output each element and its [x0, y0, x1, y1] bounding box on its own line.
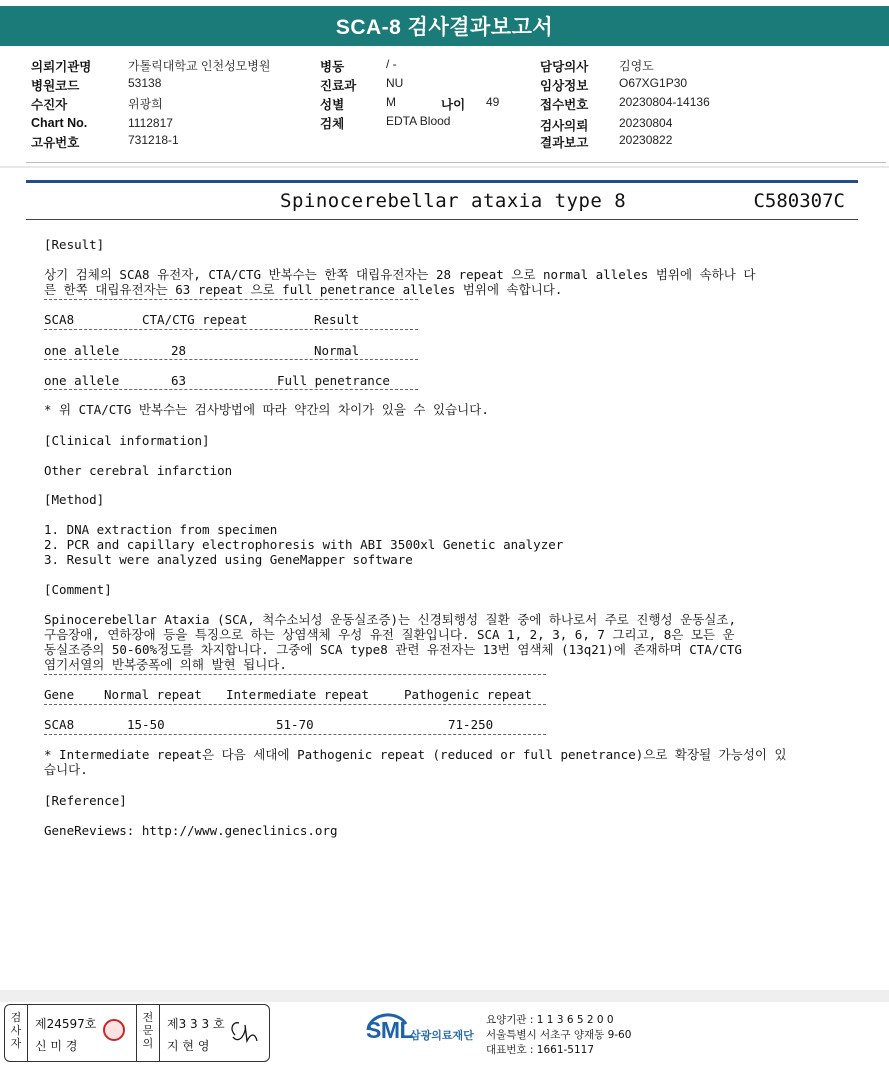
footer-address: 서울특별시 서초구 양재동 9-60	[486, 1029, 632, 1041]
result-row-1-allele: one allele	[44, 343, 120, 358]
footer-phone: 대표번호 : 1661-5117	[486, 1044, 595, 1056]
table-divider	[44, 329, 418, 330]
value-clinical-info: O67XG1P30	[619, 76, 688, 90]
value-report-date: 20230822	[619, 133, 673, 147]
result-row-1-result: Normal	[314, 343, 360, 358]
footer-institution-code: 요양기관 : 1 1 3 6 5 2 0 0	[486, 1014, 614, 1026]
test-name: Spinocerebellar ataxia type 8	[280, 190, 627, 212]
table-divider	[44, 299, 418, 300]
gene-table-header-intermediate: Intermediate repeat	[226, 687, 369, 702]
label-requesting-institution: 의뢰기관명	[31, 60, 92, 74]
label-request-date: 검사의뢰	[540, 119, 589, 133]
signature-box	[4, 1004, 270, 1062]
value-age: 49	[486, 95, 500, 109]
gene-table-row-pathogenic: 71-250	[448, 717, 494, 732]
reference-link[interactable]: GeneReviews: http://www.geneclinics.org	[44, 823, 338, 838]
value-specimen: EDTA Blood	[386, 114, 451, 128]
label-hospital-code: 병원코드	[31, 79, 80, 93]
method-item-1: 1. DNA extraction from specimen	[44, 522, 278, 537]
label-physician: 담당의사	[540, 60, 589, 74]
examiner-seal	[103, 1019, 125, 1041]
reference-heading: [Reference]	[44, 793, 127, 808]
result-table-header-result: Result	[314, 312, 360, 327]
value-hospital-code: 53138	[128, 76, 162, 90]
value-ward: / -	[386, 57, 397, 71]
gene-table-row-intermediate: 51-70	[276, 717, 314, 732]
gene-table-row-normal: 15-50	[127, 717, 165, 732]
comment-line-1: Spinocerebellar Ataxia (SCA, 척수소뇌성 운동실조증)는 신경퇴행성 질환 중에 하나로서 주로 진행성 운동실조,	[44, 612, 736, 627]
result-row-2-allele: one allele	[44, 373, 120, 388]
gene-table-header-pathogenic: Pathogenic repeat	[404, 687, 532, 702]
report-top-rule	[26, 180, 858, 183]
value-chart-no: 1112817	[128, 116, 173, 130]
label-unique-id: 고유번호	[31, 136, 80, 150]
section-separator	[0, 166, 889, 168]
value-sex: M	[386, 95, 396, 109]
clinical-text: Other cerebral infarction	[44, 463, 233, 478]
result-row-2-repeat: 63	[171, 373, 187, 388]
specialist-license: 제3 3 3 호	[167, 1017, 225, 1031]
table-divider	[44, 389, 418, 390]
sml-logo-text: SML	[366, 1017, 414, 1043]
label-receipt-no: 접수번호	[540, 98, 589, 112]
comment-line-2: 구음장애, 연하장애 등을 특징으로 하는 상염색체 우성 유전 질환입니다. SCA 1, 2, 3, 6, 7 그리고, 8은 모든 운	[44, 627, 735, 642]
gene-table-row-gene: SCA8	[44, 717, 75, 732]
value-requesting-institution: 가톨릭대학교 인천성모병원	[128, 59, 271, 73]
comment-line-3: 동실조증의 50-60%정도를 차지합니다. 그중에 SCA type8 관련 유전자는 13번 염색체 (13q21)에 존재하며 CTA/CTG	[44, 642, 742, 657]
comment-heading: [Comment]	[44, 582, 112, 597]
gene-table-header-normal: Normal repeat	[104, 687, 202, 702]
footer-info	[486, 1013, 631, 1058]
result-note: * 위 CTA/CTG 반복수는 검사방법에 따라 약간의 차이가 있을 수 있습니다.	[44, 402, 489, 417]
result-text-line-1: 상기 검체의 SCA8 유전자, CTA/CTG 반복수는 한쪽 대립유전자는 28 repeat 으로 normal alleles 범위에 속하나 다	[44, 267, 756, 282]
label-sex: 성별	[320, 98, 345, 112]
specialist-label-cell	[136, 1005, 160, 1061]
method-item-2: 2. PCR and capillary electrophoresis with ABI 3500xl Genetic analyzer	[44, 537, 564, 552]
label-specimen: 검체	[320, 117, 345, 131]
comment-line-4: 염기서열의 반복중폭에 의해 발현 됩니다.	[44, 657, 287, 672]
table-divider	[44, 359, 418, 360]
comment-note-line-2: 습니다.	[44, 762, 88, 777]
result-table-header-gene: SCA8	[44, 312, 75, 327]
result-heading: [Result]	[44, 237, 105, 252]
examiner-label: 검사자	[10, 1011, 22, 1050]
result-text-line-2: 른 한쪽 대립유전자는 63 repeat 으로 full penetrance alleles 범위에 속합니다.	[44, 282, 563, 297]
table-divider	[44, 704, 546, 705]
label-age: 나이	[441, 98, 466, 112]
label-patient: 수진자	[31, 98, 68, 112]
gene-table-header-gene: Gene	[44, 687, 75, 702]
result-row-1-repeat: 28	[171, 343, 187, 358]
comment-note-line-1: * Intermediate repeat은 다음 세대에 Pathogenic repeat (reduced or full penetrance)으로 확장될 가능성이 있	[44, 747, 787, 762]
label-ward: 병동	[320, 60, 345, 74]
specialist-label: 전문의	[142, 1011, 154, 1050]
specialist-name: 지 현 영	[167, 1039, 210, 1053]
value-request-date: 20230804	[619, 116, 673, 130]
examiner-license: 제24597호	[35, 1017, 97, 1031]
label-chart-no: Chart No.	[31, 116, 88, 130]
method-heading: [Method]	[44, 492, 105, 507]
examiner-label-cell	[5, 1005, 28, 1061]
footer-separator	[0, 990, 889, 1002]
result-row-2-result: Full penetrance	[277, 373, 390, 388]
label-clinical-info: 임상정보	[540, 79, 589, 93]
method-item-3: 3. Result were analyzed using GeneMapper software	[44, 552, 413, 567]
clinical-heading: [Clinical information]	[44, 433, 210, 448]
specialist-signature	[225, 1015, 263, 1049]
value-unique-id: 731218-1	[128, 133, 179, 147]
table-divider	[44, 674, 546, 675]
label-report-date: 결과보고	[540, 136, 589, 150]
result-table-header-repeat: CTA/CTG repeat	[142, 312, 248, 327]
label-department: 진료과	[320, 79, 357, 93]
report-title-banner: SCA-8 검사결과보고서	[0, 6, 889, 46]
organization-name: 삼광의료재단	[410, 1029, 474, 1042]
value-physician: 김영도	[619, 59, 654, 73]
table-divider	[44, 734, 546, 735]
report-bottom-rule	[26, 219, 858, 220]
value-receipt-no: 20230804-14136	[619, 95, 710, 109]
value-department: NU	[386, 76, 404, 90]
header-divider	[26, 162, 886, 163]
examiner-name: 신 미 경	[35, 1039, 78, 1053]
value-patient: 위광희	[128, 97, 163, 111]
test-code: C580307C	[753, 190, 845, 212]
